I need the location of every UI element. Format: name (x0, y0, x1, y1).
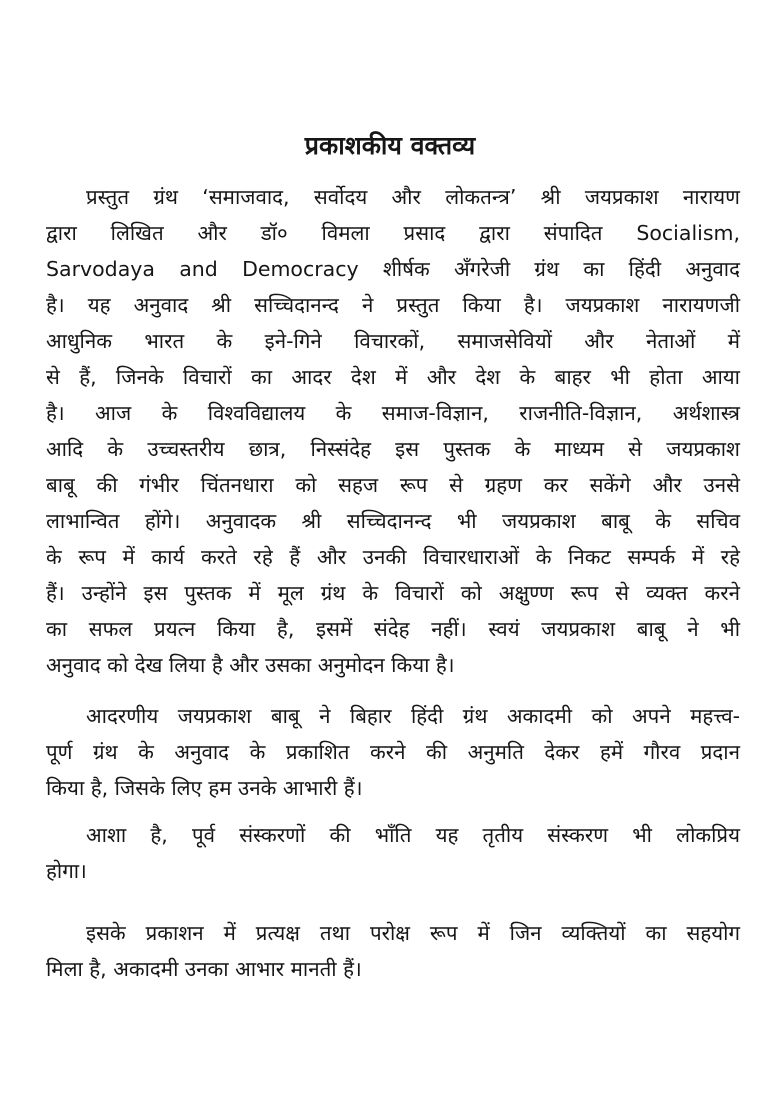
text-line: Sarvodaya and Democracy शीर्षक अँगरेजी ग्रंथ का हिंदी अनुवाद (46, 257, 740, 281)
text-line: है। यह अनुवाद श्री सच्चिदानन्द ने प्रस्तुत किया है। जयप्रकाश नारायणजी (46, 293, 740, 317)
text-line: प्रस्तुत ग्रंथ ‘समाजवाद, सर्वोदय और लोकतन्त्र’ श्री जयप्रकाश नारायण (86, 185, 740, 209)
text-line: का सफल प्रयत्न किया है, इसमें संदेह नहीं। स्वयं जयप्रकाश बाबू ने भी (46, 617, 740, 641)
text-line: के रूप में कार्य करते रहे हैं और उनकी विचारधाराओं के निकट सम्पर्क में रहे (46, 545, 740, 569)
text-line: आदि के उच्चस्तरीय छात्र, निस्संदेह इस पुस्तक के माध्यम से जयप्रकाश (46, 437, 740, 461)
text-line: है। आज के विश्वविद्यालय के समाज-विज्ञान, राजनीति-विज्ञान, अर्थशास्त्र (46, 401, 740, 425)
text-line: से हैं, जिनके विचारों का आदर देश में और देश के बाहर भी होता आया (46, 365, 740, 389)
text-line: आधुनिक भारत के इने-गिने विचारकों, समाजसेवियों और नेताओं में (46, 329, 740, 353)
page-title: प्रकाशकीय वक्तव्य (304, 131, 476, 160)
text-line: हैं। उन्होंने इस पुस्तक में मूल ग्रंथ के विचारों को अक्षुण्ण रूप से व्यक्त करने (46, 581, 740, 605)
text-line: किया है, जिसके लिए हम उनके आभारी हैं। (46, 776, 363, 800)
text-line: अनुवाद को देख लिया है और उसका अनुमोदन किया है। (46, 653, 455, 677)
text-line: होगा। (46, 859, 87, 883)
text-line: द्वारा लिखित और डॉ० विमला प्रसाद द्वारा संपादित Socialism, (46, 221, 740, 245)
text-line: लाभान्वित होंगे। अनुवादक श्री सच्चिदानन्द भी जयप्रकाश बाबू के सचिव (46, 509, 740, 533)
text-line: पूर्ण ग्रंथ के अनुवाद के प्रकाशित करने की अनुमति देकर हमें गौरव प्रदान (46, 740, 740, 764)
text-line: मिला है, अकादमी उनका आभार मानती हैं। (46, 957, 362, 981)
text-line: इसके प्रकाशन में प्रत्यक्ष तथा परोक्ष रूप में जिन व्यक्तियों का सहयोग (86, 921, 740, 945)
text-line: बाबू की गंभीर चिंतनधारा को सहज रूप से ग्रहण कर सकेंगे और उनसे (46, 473, 740, 497)
text-line: आदरणीय जयप्रकाश बाबू ने बिहार हिंदी ग्रंथ अकादमी को अपने महत्त्व- (86, 704, 740, 728)
text-line: आशा है, पूर्व संस्करणों की भाँति यह तृतीय संस्करण भी लोकप्रिय (86, 823, 740, 847)
